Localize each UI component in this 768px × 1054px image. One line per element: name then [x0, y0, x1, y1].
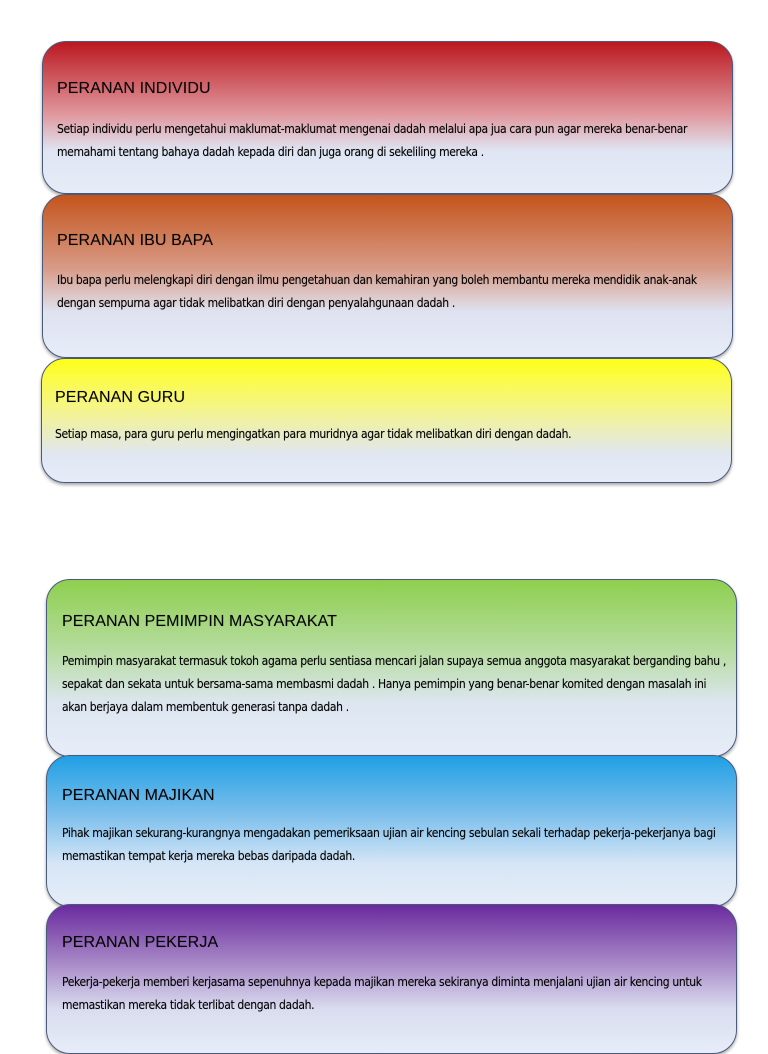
card-title: PERANAN INDIVIDU — [57, 80, 211, 97]
card-title: PERANAN IBU BAPA — [57, 232, 214, 249]
card-peranan-ibu-bapa — [42, 194, 733, 358]
card-peranan-guru — [41, 358, 732, 483]
card-peranan-pemimpin-masyarakat — [46, 579, 737, 757]
card-text: Pemimpin masyarakat termasuk tokoh agama perlu sentiasa mencari jalan supaya semua anggota masyarakat berganding bahu , sepakat dan sekata untuk bersama-sama membasmi dadah . Hanya pemimpin yang benar-benar komited dengan masalah ini akan berjaya dalam membentuk generasi tanpa dadah . — [62, 654, 726, 714]
card-text: Setiap masa, para guru perlu mengingatkan para muridnya agar tidak melibatkan diri dengan dadah. — [55, 427, 572, 441]
card-text: Pekerja-pekerja memberi kerjasama sepenuhnya kepada majikan mereka sekiranya diminta menjalani ujian air kencing untuk memastikan mereka tidak terlibat dengan dadah. — [62, 975, 702, 1012]
card-text: Setiap individu perlu mengetahui maklumat-maklumat mengenai dadah melalui apa jua cara pun agar mereka benar-benar memahami tentang bahaya dadah kepada diri dan juga orang di sekeliling mereka . — [57, 122, 688, 159]
card-peranan-majikan — [46, 755, 737, 907]
card-peranan-individu — [42, 41, 733, 194]
card-title: PERANAN GURU — [55, 389, 186, 406]
card-text: Pihak majikan sekurang-kurangnya mengadakan pemeriksaan ujian air kencing sebulan sekali terhadap pekerja-pekerjanya bagi memastikan tempat kerja mereka bebas daripada dadah. — [62, 826, 716, 863]
card-title: PERANAN PEKERJA — [62, 934, 219, 951]
card-title: PERANAN MAJIKAN — [62, 787, 215, 804]
card-peranan-pekerja — [46, 904, 737, 1054]
card-title: PERANAN PEMIMPIN MASYARAKAT — [62, 613, 338, 630]
card-text: Ibu bapa perlu melengkapi diri dengan ilmu pengetahuan dan kemahiran yang boleh membantu mereka mendidik anak-anak dengan sempurna agar tidak melibatkan diri dengan penyalahgunaan dadah . — [57, 273, 697, 310]
